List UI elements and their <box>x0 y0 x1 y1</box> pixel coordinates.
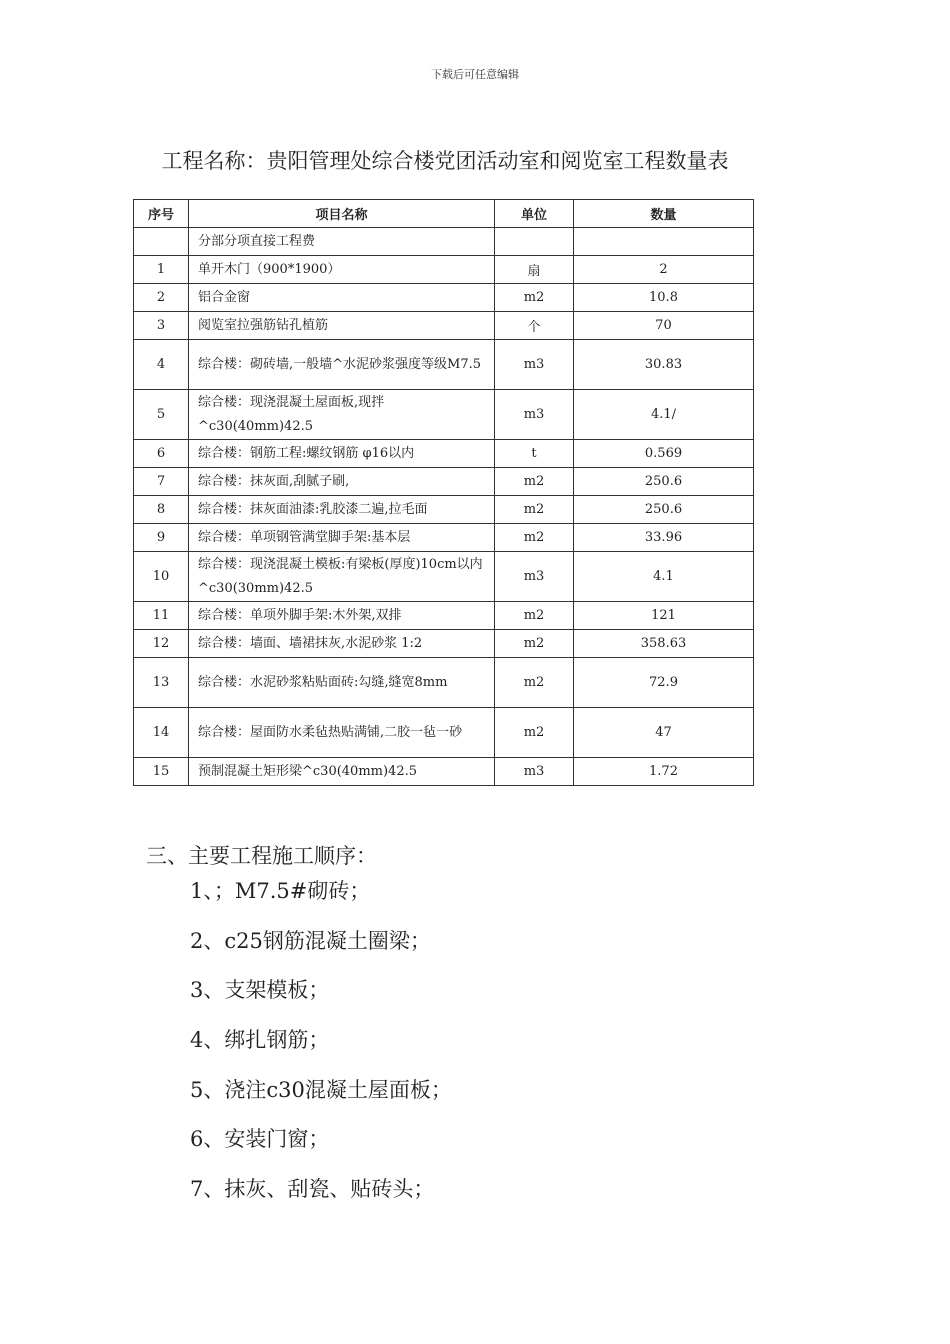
quantity-table <box>133 199 754 786</box>
table-row <box>134 496 754 524</box>
table-row <box>134 340 754 390</box>
cell-number: 2 <box>134 284 189 312</box>
cell-unit: 个 <box>495 312 574 340</box>
cell-quantity: 358.63 <box>574 630 754 658</box>
column-header-unit: 单位 <box>495 200 574 228</box>
table-row <box>134 524 754 552</box>
cell-unit: m2 <box>495 602 574 630</box>
cell-quantity: 10.8 <box>574 284 754 312</box>
table-row <box>134 390 754 440</box>
cell-item-name: 铝合金窗 <box>189 284 495 312</box>
construction-steps-list <box>190 877 452 1225</box>
cell-number: 10 <box>134 552 189 602</box>
construction-step: 6、安装门窗； <box>190 1127 330 1152</box>
table-row <box>134 602 754 630</box>
cell-number: 8 <box>134 496 189 524</box>
cell-number <box>134 228 189 256</box>
table-row <box>134 256 754 284</box>
cell-quantity: 0.569 <box>574 440 754 468</box>
cell-unit: m2 <box>495 524 574 552</box>
cell-item-name: 综合楼：单项外脚手架:木外架,双排 <box>189 602 495 630</box>
table-row <box>134 284 754 312</box>
cell-unit: m3 <box>495 758 574 786</box>
section-heading: 三、主要工程施工顺序： <box>146 844 377 868</box>
column-header-item-name: 项目名称 <box>189 200 495 228</box>
cell-number: 3 <box>134 312 189 340</box>
construction-step: 4、绑扎钢筋； <box>190 1028 330 1053</box>
cell-quantity: 4.1/ <box>574 390 754 440</box>
cell-quantity: 2 <box>574 256 754 284</box>
cell-number: 14 <box>134 708 189 758</box>
cell-unit: 扇 <box>495 256 574 284</box>
cell-unit: m3 <box>495 340 574 390</box>
table-header-row <box>134 200 754 228</box>
cell-item-name: 综合楼：现浇混凝土屋面板,现拌^c30(40mm)42.5 <box>189 390 495 440</box>
column-header-number: 序号 <box>134 200 189 228</box>
cell-item-name: 单开木门（900*1900） <box>189 256 495 284</box>
cell-item-name: 分部分项直接工程费 <box>189 228 495 256</box>
cell-unit: m2 <box>495 630 574 658</box>
table-row <box>134 630 754 658</box>
cell-quantity <box>574 228 754 256</box>
cell-item-name: 综合楼：屋面防水柔毡热贴满铺,二胶一毡一砂 <box>189 708 495 758</box>
table-row <box>134 312 754 340</box>
cell-number: 7 <box>134 468 189 496</box>
cell-number: 4 <box>134 340 189 390</box>
cell-unit: m2 <box>495 284 574 312</box>
table-body <box>134 228 754 786</box>
cell-number: 6 <box>134 440 189 468</box>
table-row <box>134 552 754 602</box>
cell-quantity: 47 <box>574 708 754 758</box>
cell-number: 9 <box>134 524 189 552</box>
table-row <box>134 708 754 758</box>
construction-step: 3、支架模板； <box>190 978 330 1003</box>
cell-unit: m2 <box>495 468 574 496</box>
cell-number: 11 <box>134 602 189 630</box>
cell-number: 1 <box>134 256 189 284</box>
cell-quantity: 250.6 <box>574 496 754 524</box>
cell-quantity: 70 <box>574 312 754 340</box>
cell-number: 12 <box>134 630 189 658</box>
cell-quantity: 1.72 <box>574 758 754 786</box>
cell-quantity: 250.6 <box>574 468 754 496</box>
cell-item-name: 综合楼：墙面、墙裙抹灰,水泥砂浆 1:2 <box>189 630 495 658</box>
cell-unit <box>495 228 574 256</box>
cell-item-name: 阅览室拉强筋钻孔植筋 <box>189 312 495 340</box>
cell-quantity: 72.9 <box>574 658 754 708</box>
document-title: 工程名称：贵阳管理处综合楼党团活动室和阅览室工程数量表 <box>161 149 729 173</box>
cell-number: 13 <box>134 658 189 708</box>
construction-step: 2、c25钢筋混凝土圈梁； <box>190 928 431 953</box>
cell-unit: m2 <box>495 496 574 524</box>
cell-item-name: 综合楼：钢筋工程:螺纹钢筋 φ16以内 <box>189 440 495 468</box>
cell-unit: t <box>495 440 574 468</box>
construction-step: 1、；M7.5#砌砖； <box>190 879 371 903</box>
construction-step: 7、抹灰、刮瓷、贴砖头； <box>190 1177 435 1202</box>
table-row <box>134 758 754 786</box>
cell-number: 15 <box>134 758 189 786</box>
cell-item-name: 综合楼：现浇混凝土模板:有梁板(厚度)10cm以内^c30(30mm)42.5 <box>189 552 495 602</box>
cell-unit: m2 <box>495 658 574 708</box>
cell-unit: m3 <box>495 390 574 440</box>
cell-item-name: 综合楼：抹灰面,刮腻子刷, <box>189 468 495 496</box>
cell-quantity: 33.96 <box>574 524 754 552</box>
table-row <box>134 228 754 256</box>
cell-item-name: 综合楼：单项钢管满堂脚手架:基本层 <box>189 524 495 552</box>
cell-item-name: 综合楼：水泥砂浆粘贴面砖:勾缝,缝宽8mm <box>189 658 495 708</box>
page-header-note: 下载后可任意编辑 <box>431 68 519 81</box>
table-row <box>134 468 754 496</box>
construction-step: 5、浇注c30混凝土屋面板； <box>190 1077 452 1102</box>
cell-number: 5 <box>134 390 189 440</box>
cell-item-name: 预制混凝土矩形梁^c30(40mm)42.5 <box>189 758 495 786</box>
cell-item-name: 综合楼：砌砖墙,一般墙^水泥砂浆强度等级M7.5 <box>189 340 495 390</box>
cell-item-name: 综合楼：抹灰面油漆:乳胶漆二遍,拉毛面 <box>189 496 495 524</box>
cell-unit: m2 <box>495 708 574 758</box>
column-header-quantity: 数量 <box>574 200 754 228</box>
table-row <box>134 440 754 468</box>
cell-unit: m3 <box>495 552 574 602</box>
cell-quantity: 30.83 <box>574 340 754 390</box>
table-row <box>134 658 754 708</box>
cell-quantity: 4.1 <box>574 552 754 602</box>
cell-quantity: 121 <box>574 602 754 630</box>
